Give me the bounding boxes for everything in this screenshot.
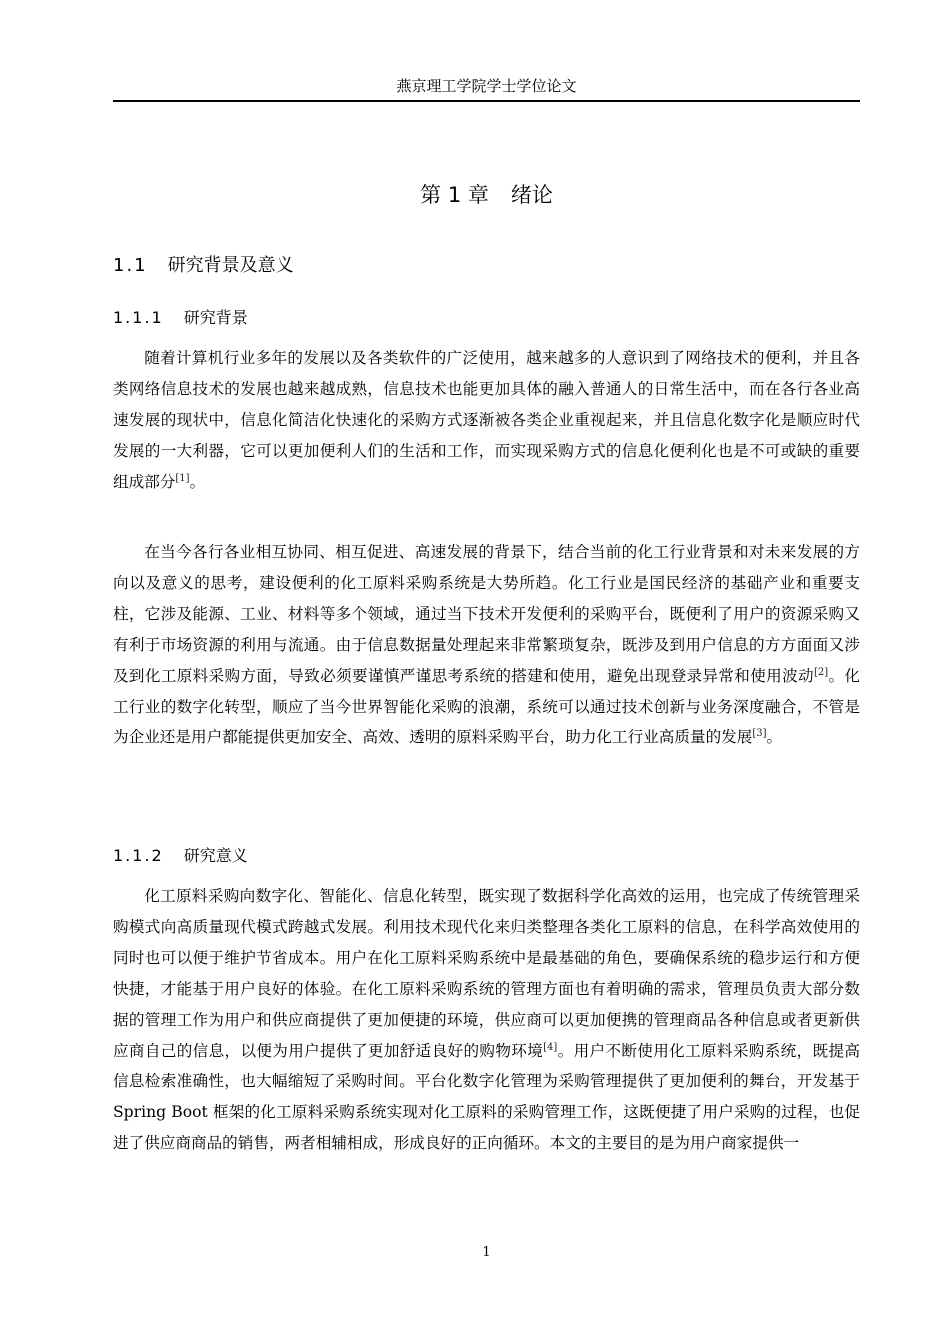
paragraph-end: 。 (766, 728, 783, 747)
citation-3[interactable]: [3] (752, 728, 767, 740)
chapter-number: 第 1 章 (420, 183, 489, 207)
chapter-heading (113, 180, 860, 210)
paragraph-end: 。 (189, 472, 206, 491)
chapter-title: 绪论 (510, 183, 553, 207)
section-number: 1.1.2 (113, 846, 164, 865)
paragraph-significance-1 (113, 881, 860, 1159)
section-heading-1-1 (113, 253, 294, 279)
running-header: 燕京理工学院学士学位论文 (396, 77, 577, 95)
section-number: 1.1 (113, 255, 148, 276)
section-title: 研究背景 (183, 308, 248, 327)
page-number: 1 (482, 1245, 491, 1260)
section-title: 研究意义 (183, 846, 248, 865)
paragraph-text: 。化工行业的数字化转型，顺应了当今世界智能化采购的浪潮，系统可以通过技术创新与业务深度融合，不管是为企业还是用户都能提供更加安全、高效、透明的原料采购平台，助力化工行业高质量的发展 (113, 666, 860, 747)
paragraph-text: 。用户不断使用化工原料采购系统，既提高信息检索准确性，也大幅缩短了采购时间。平台化数字化管理为采购管理提供了更加便利的舞台，开发基于 Spring Boot 框架的化工原料采购系统实现对化工原料的采购管理工作，这既便捷了用户采购的过程，也促进了供应商商品的销售，两者相辅相成，形成良好的正向循环。本文的主要目的是为用户商家提供一 (113, 1041, 860, 1153)
section-heading-1-1-1 (113, 306, 248, 330)
paragraph-text: 在当今各行各业相互协同、相互促进、高速发展的背景下，结合当前的化工行业背景和对未来发展的方向以及意义的思考，建设便利的化工原料采购系统是大势所趋。化工行业是国民经济的基础产业和重要支柱，它涉及能源、工业、材料等多个领域，通过当下技术开发便利的采购平台，既便利了用户的资源采购又有利于市场资源的利用与流通。由于信息数据量处理起来非常繁琐复杂，既涉及到用户信息的方方面面又涉及到化工原料采购方面，导致必须要谨慎严谨思考系统的搭建和使用，避免出现登录异常和使用波动 (113, 543, 860, 685)
citation-4[interactable]: [4] (543, 1041, 558, 1053)
header-rule (113, 100, 860, 102)
citation-1[interactable]: [1] (175, 472, 190, 484)
section-heading-1-1-2 (113, 844, 248, 868)
citation-2[interactable]: [2] (813, 666, 829, 678)
paragraph-background-1 (113, 343, 860, 498)
paragraph-background-2 (113, 537, 860, 753)
paragraph-text: 随着计算机行业多年的发展以及各类软件的广泛使用，越来越多的人意识到了网络技术的便利，并且各类网络信息技术的发展也越来越成熟，信息技术也能更加具体的融入普通人的日常生活中，而在各行各业高速发展的现状中，信息化简洁化快速化的采购方式逐渐被各类企业重视起来，并且信息化数字化是顺应时代发展的一大利器，它可以更加便利人们的生活和工作，而实现采购方式的信息化便利化也是不可或缺的重要组成部分 (113, 349, 860, 491)
paragraph-text: 化工原料采购向数字化、智能化、信息化转型，既实现了数据科学化高效的运用，也完成了传统管理采购模式向高质量现代模式跨越式发展。利用技术现代化来归类整理各类化工原料的信息，在科学高效使用的同时也可以便于维护节省成本。用户在化工原料采购系统中是最基础的角色，要确保系统的稳步运行和方便快捷，才能基于用户良好的体验。在化工原料采购系统的管理方面也有着明确的需求，管理员负责大部分数据的管理工作为用户和供应商提供了更加便捷的环境，供应商可以更加便携的管理商品各种信息或者更新供应商自己的信息，以便为用户提供了更加舒适良好的购物环境 (113, 887, 860, 1060)
section-number: 1.1.1 (113, 308, 164, 327)
section-title: 研究背景及意义 (167, 255, 294, 276)
